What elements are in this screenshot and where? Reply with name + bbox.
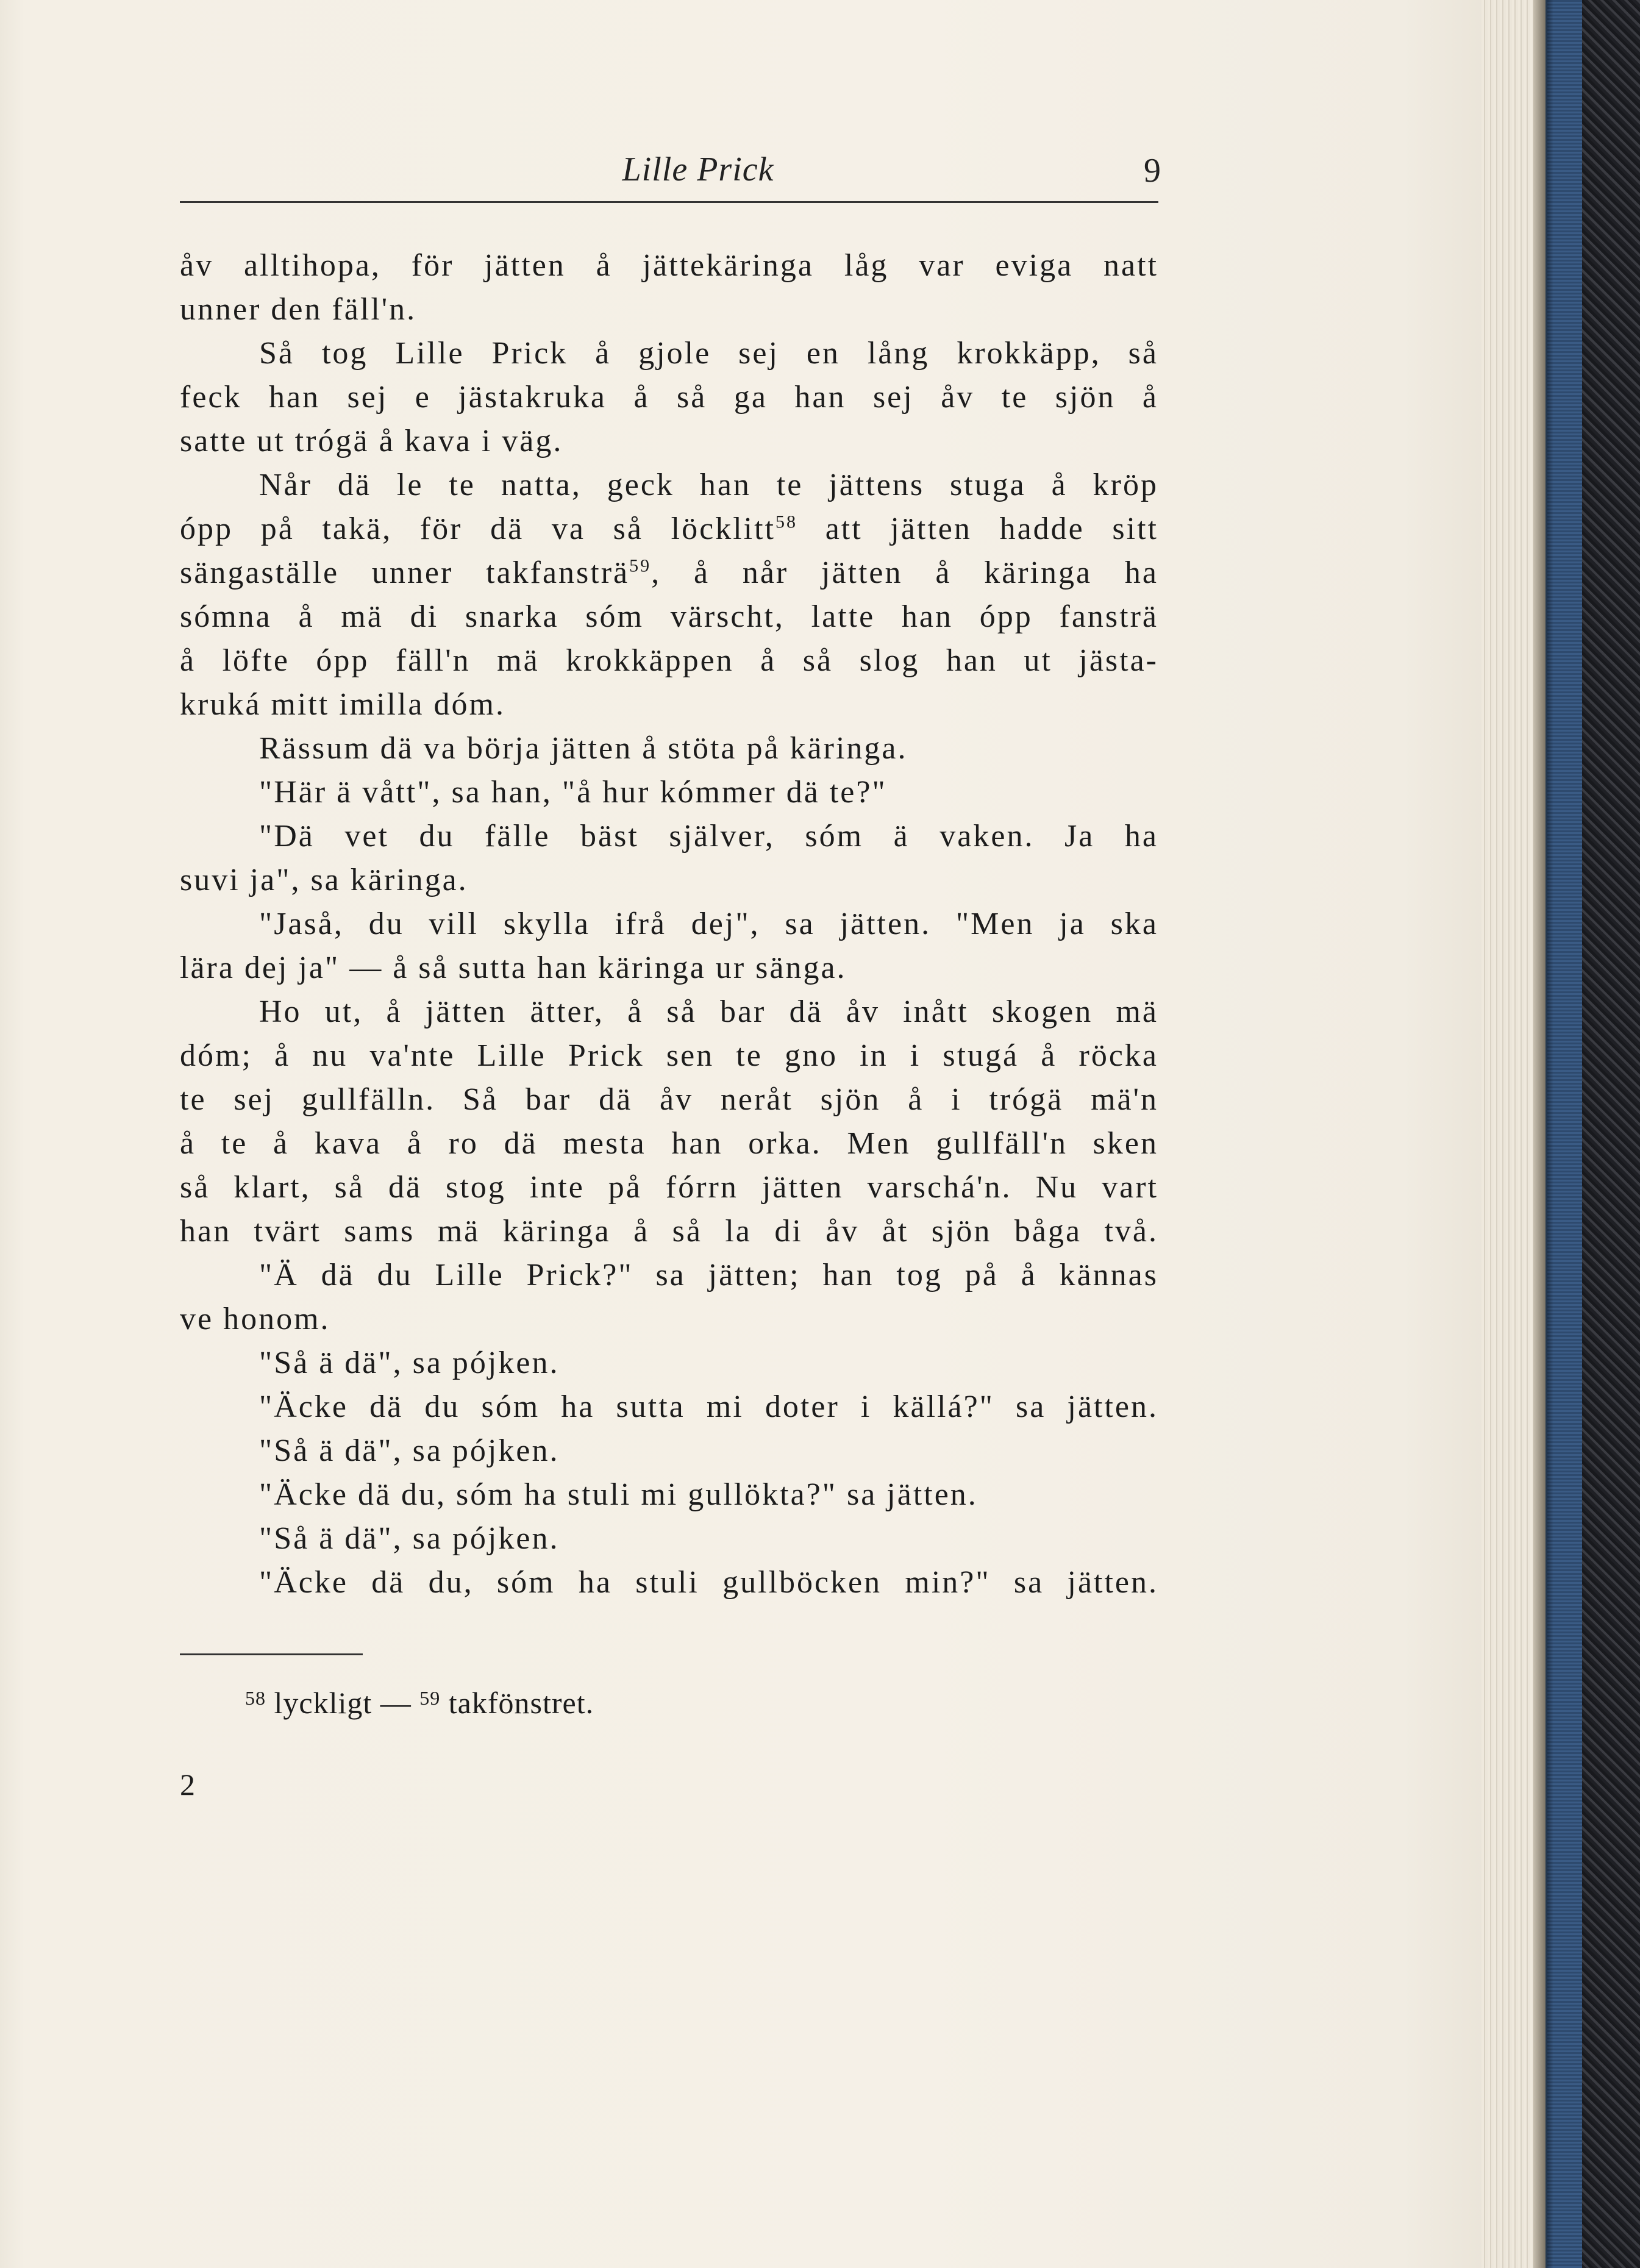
text-line: unner den fäll'n. [180, 292, 417, 327]
signature-mark: 2 [180, 1767, 195, 1802]
text-line: "Äcke dä du, sóm ha stuli mi gullökta?" sa jätten. [259, 1477, 978, 1512]
text-segment: ópp på takä, för dä va så löcklitt [180, 512, 775, 546]
text-line: lära dej ja" — å så sutta han käringa ur sänga. [180, 950, 847, 985]
text-line: Så tog Lille Prick å gjole sej en lång krokkäpp, så [259, 336, 1158, 371]
footnote-text: takfönstret. [448, 1686, 594, 1720]
text-line: å löfte ópp fäll'n mä krokkäppen å så slog han ut jästa- [180, 643, 1158, 678]
text-segment: , å når jätten å käringa ha [651, 555, 1158, 590]
text-line: "Dä vet du fälle bäst själver, sóm ä vaken. Ja ha [259, 819, 1158, 854]
background-surface [1582, 0, 1640, 2268]
text-line: "Jaså, du vill skylla ifrå dej", sa jätten. "Men ja ska [259, 907, 1158, 941]
text-line: "Äcke dä du sóm ha sutta mi doter i källá?" sa jätten. [259, 1389, 1158, 1424]
footnote-rule [180, 1653, 363, 1655]
text-segment: att jätten hadde sitt [825, 512, 1159, 546]
text-line: sómna å mä di snarka sóm värscht, latte han ópp fansträ [180, 599, 1158, 634]
text-line: å te å kava å ro dä mesta han orka. Men gullfäll'n sken [180, 1126, 1158, 1161]
text-line [180, 551, 1158, 595]
text-line: suvi ja", sa käringa. [180, 863, 468, 897]
text-line: "Äcke dä du, sóm ha stuli gullböcken min?" sa jätten. [259, 1565, 1158, 1600]
book-binding [1546, 0, 1584, 2268]
body-text [180, 244, 1158, 1605]
text-line: feck han sej e jästakruka å så ga han sej åv te sjön å [180, 380, 1158, 415]
running-head-title: Lille Prick [622, 151, 774, 188]
footnote-text: lyckligt — [274, 1686, 412, 1720]
page-gutter [1533, 0, 1546, 2268]
text-line: te sej gullfälln. Så bar dä åv neråt sjön å i trógä mä'n [180, 1082, 1158, 1117]
text-line: Når dä le te natta, geck han te jättens stuga å kröp [259, 468, 1158, 502]
footnote-ref-59: 59 [629, 555, 652, 576]
footnote-number: 59 [419, 1687, 441, 1709]
text-line: Ho ut, å jätten ätter, å så bar dä åv inått skogen mä [259, 994, 1158, 1029]
text-line: så klart, så dä stog inte på fórrn jätten varschá'n. Nu vart [180, 1170, 1158, 1205]
footnote-number: 58 [245, 1687, 266, 1709]
text-segment: sängaställe unner takfansträ [180, 555, 630, 590]
text-line: "Så ä dä", sa pójken. [259, 1346, 560, 1380]
footnote-ref-58: 58 [775, 512, 797, 532]
text-line: dóm; å nu va'nte Lille Prick sen te gno in i stugá å röcka [180, 1038, 1158, 1073]
text-line: "Här ä vått", sa han, "å hur kómmer dä te?" [259, 775, 887, 810]
page-number: 9 [1144, 152, 1161, 190]
text-line: satte ut trógä å kava i väg. [180, 424, 563, 458]
text-line [180, 507, 1158, 551]
header-rule [180, 201, 1158, 203]
text-line: "Ä dä du Lille Prick?" sa jätten; han tog på å kännas [259, 1258, 1158, 1293]
text-line: åv alltihopa, för jätten å jättekäringa låg var eviga natt [180, 248, 1158, 283]
text-line: ve honom. [180, 1302, 330, 1336]
text-line: kruká mitt imilla dóm. [180, 687, 505, 722]
text-line: Rässum dä va börja jätten å stöta på käringa. [259, 731, 908, 766]
text-line: "Så ä dä", sa pójken. [259, 1521, 560, 1556]
text-line: han tvärt sams mä käringa å så la di åv åt sjön båga två. [180, 1214, 1158, 1249]
text-line: "Så ä dä", sa pójken. [259, 1433, 560, 1468]
page-edges [1481, 0, 1533, 2268]
footnote [245, 1685, 594, 1721]
